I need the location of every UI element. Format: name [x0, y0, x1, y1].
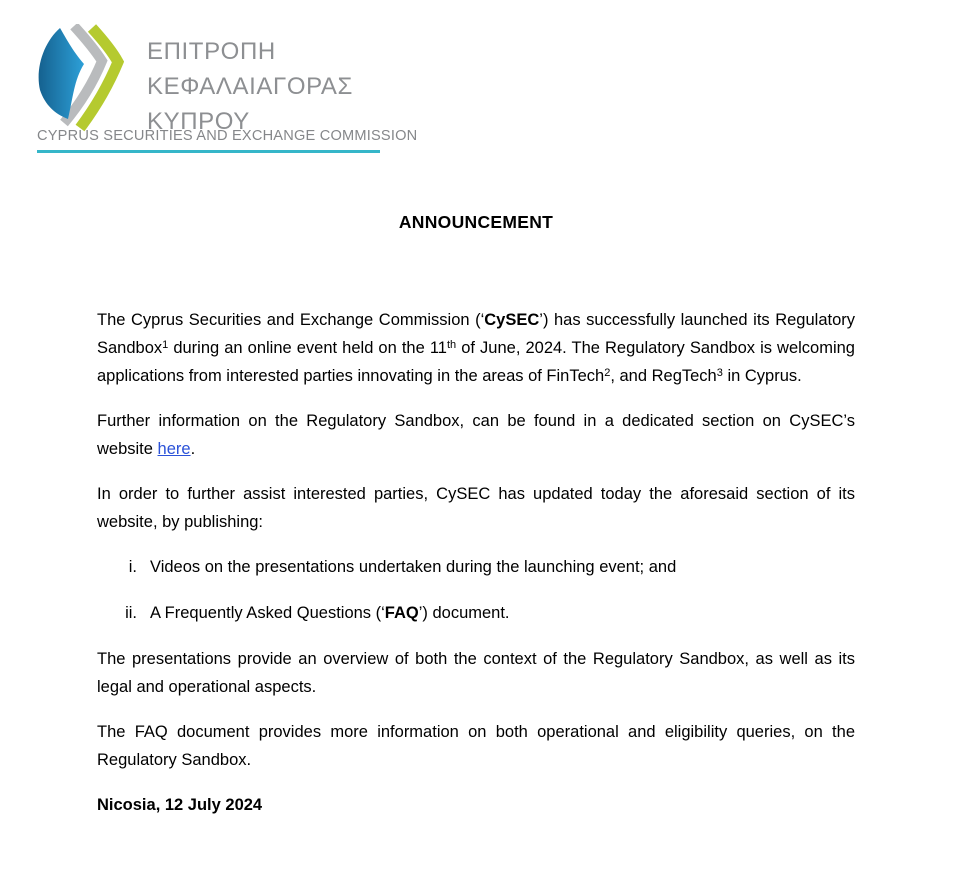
text-run: The FAQ document provides more information on both operational and eligibility queries, on the Regulatory Sandbox. [97, 723, 855, 769]
text-run: ’) has successfully launched its Regulatory Sandbox [97, 311, 855, 357]
text-run: Videos on the presentations undertaken during the launching event; and [150, 558, 677, 576]
text-run: A Frequently Asked Questions (‘ [150, 604, 385, 622]
document-body [97, 306, 855, 836]
paragraph [97, 718, 855, 774]
paragraph [97, 645, 855, 701]
greek-line: ΚΕΦΑΛΑΙΑΓΟΡΑΣ [147, 73, 353, 100]
text-run: during an online event held on the 11 [168, 339, 447, 357]
text-run: Further information on the Regulatory Sandbox, can be found in a dedicated section on CySEC’s website [97, 412, 855, 458]
text-run: In order to further assist interested parties, CySEC has updated today the aforesaid section of its website, by publishing: [97, 485, 855, 531]
logo-english-name: CYPRUS SECURITIES AND EXCHANGE COMMISSION [37, 128, 418, 144]
list-text [137, 553, 855, 581]
list-marker: i. [128, 558, 137, 576]
text-run: , and RegTech [610, 367, 717, 385]
logo-greek-name [147, 34, 353, 139]
logo-underline [37, 150, 380, 153]
text-run [447, 339, 456, 357]
greek-line: ΚΥΠΡΟΥ [147, 108, 250, 135]
paragraph [97, 480, 855, 536]
paragraph [97, 407, 855, 463]
text-run: of June, 2024. The Regulatory Sandbox is welcoming applications from interested parties innovating in the areas of FinTech [97, 339, 855, 385]
text-run: . [190, 440, 196, 458]
paragraph [97, 791, 855, 819]
text-run: ’) document. [418, 604, 510, 622]
logo-mark-icon [36, 24, 124, 136]
text-run: in Cyprus. [722, 367, 802, 385]
superscript-reference: 1 [162, 339, 169, 351]
text-run: FAQ [384, 604, 419, 622]
text-run: CySEC [484, 311, 540, 329]
superscript-reference: 2 [604, 367, 611, 379]
cysec-logo [0, 0, 420, 170]
text-run: Nicosia, 12 July 2024 [97, 796, 263, 814]
here-link[interactable]: here [157, 440, 191, 458]
list-item [97, 599, 855, 627]
paragraph [97, 306, 855, 390]
text-run: The Cyprus Securities and Exchange Commission (‘ [97, 311, 485, 329]
list-marker: ii. [125, 604, 137, 622]
list-item [97, 553, 855, 581]
greek-line: ΕΠΙΤΡΟΠΗ [147, 38, 276, 65]
text-run: The presentations provide an overview of both the context of the Regulatory Sandbox, as well as its legal and operational aspects. [97, 650, 855, 696]
superscript-reference: 3 [716, 367, 723, 379]
superscript-reference: th [446, 339, 457, 351]
announcement-title: ANNOUNCEMENT [398, 212, 554, 232]
list-text [137, 599, 855, 627]
